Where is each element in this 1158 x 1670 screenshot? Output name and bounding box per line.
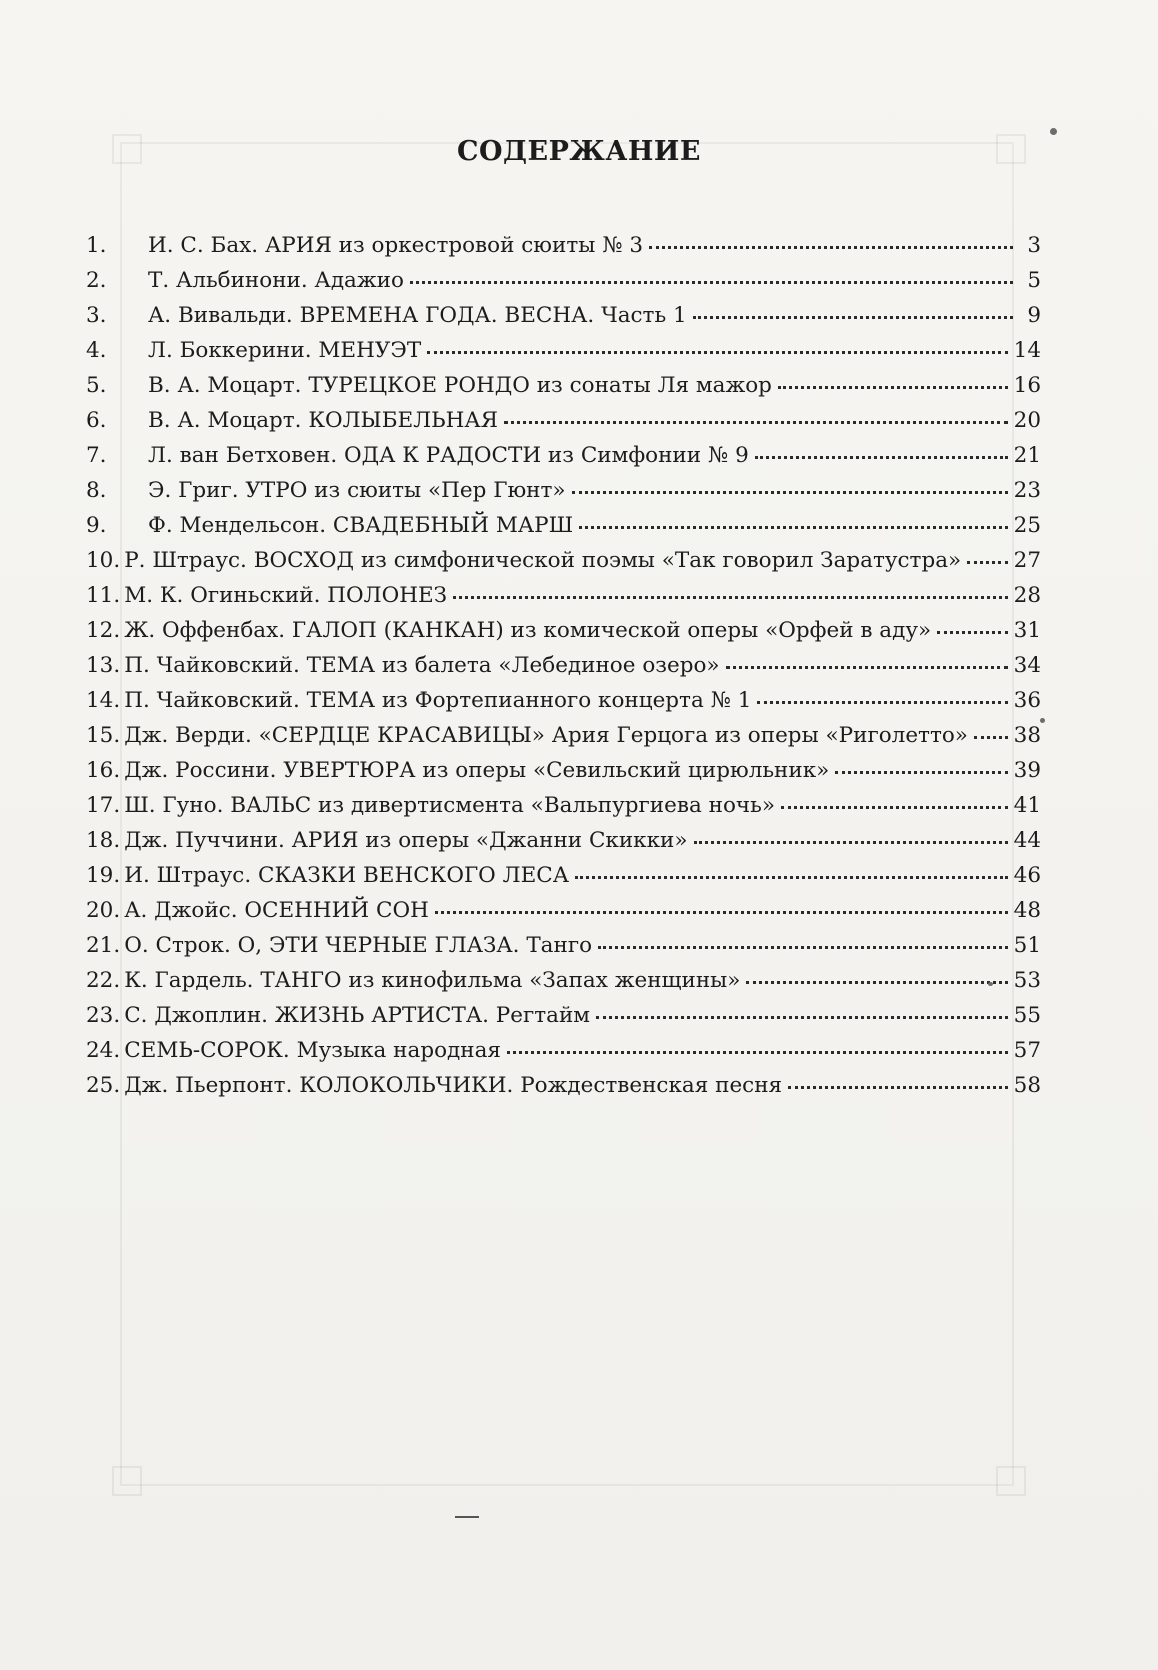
- toc-item: [86, 858, 1041, 893]
- toc-item-title: А. Джойс. ОСЕННИЙ СОН: [124, 898, 429, 923]
- toc-item-title: О. Строк. О, ЭТИ ЧЕРНЫЕ ГЛАЗА. Танго: [124, 933, 593, 958]
- dot-leader: [427, 350, 1007, 354]
- toc-item: [86, 893, 1041, 928]
- toc-item-number: 13.: [86, 653, 121, 678]
- dot-leader: [788, 1085, 1008, 1089]
- toc-item-number: 12.: [86, 618, 121, 643]
- dot-leader: [693, 315, 1013, 319]
- toc-item-page: 46: [1013, 863, 1041, 888]
- toc-item-title: В. А. Моцарт. КОЛЫБЕЛЬНАЯ: [148, 408, 499, 433]
- show-through-corner: [996, 1466, 1026, 1496]
- toc-item-page: 27: [1013, 548, 1041, 573]
- toc-item: [86, 438, 1041, 473]
- toc-item-number: 18.: [86, 828, 121, 853]
- dot-leader: [410, 280, 1013, 284]
- toc-item-page: 39: [1013, 758, 1041, 783]
- toc-item-title: Т. Альбинони. Адажио: [148, 268, 404, 293]
- toc-item-number: 20.: [86, 898, 121, 923]
- toc-item-title: Дж. Пуччини. АРИЯ из оперы «Джанни Скикки»: [124, 828, 688, 853]
- toc-item-page: 23: [1013, 478, 1041, 503]
- show-through-corner: [112, 1466, 142, 1496]
- toc-item: [86, 998, 1041, 1033]
- toc-item-title: Р. Штраус. ВОСХОД из симфонической поэмы «Так говорил Заратустра»: [124, 548, 962, 573]
- toc-item-number: 19.: [86, 863, 121, 888]
- paper-speck: [1050, 128, 1057, 135]
- toc-item-page: 41: [1013, 793, 1041, 818]
- toc-item: [86, 963, 1041, 998]
- toc-item: [86, 1068, 1041, 1103]
- dot-leader: [572, 490, 1008, 494]
- paper-speck: [988, 982, 993, 986]
- dot-leader: [507, 1050, 1008, 1054]
- toc-item-title: И. Штраус. СКАЗКИ ВЕНСКОГО ЛЕСА: [124, 863, 570, 888]
- toc-item-title: А. Вивальди. ВРЕМЕНА ГОДА. ВЕСНА. Часть 1: [148, 303, 687, 328]
- toc-item-title: И. С. Бах. АРИЯ из оркестровой сюиты № 3: [148, 233, 644, 258]
- dot-leader: [579, 525, 1007, 529]
- toc-item: [86, 508, 1041, 543]
- toc-item: [86, 788, 1041, 823]
- toc-item-page: 9: [1027, 303, 1041, 328]
- toc-item-page: 16: [1013, 373, 1041, 398]
- toc-item: [86, 928, 1041, 963]
- toc-item-number: 9.: [86, 513, 107, 538]
- toc-item-title: Ж. Оффенбах. ГАЛОП (КАНКАН) из комической оперы «Орфей в аду»: [124, 618, 932, 643]
- toc-item-page: 55: [1013, 1003, 1041, 1028]
- dot-leader: [435, 910, 1008, 914]
- toc-item-title: М. К. Огиньский. ПОЛОНЕЗ: [124, 583, 448, 608]
- toc-item-title: Л. ван Бетховен. ОДА К РАДОСТИ из Симфонии № 9: [148, 443, 749, 468]
- toc-item: [86, 753, 1041, 788]
- toc-item-number: 10.: [86, 548, 121, 573]
- toc-item-number: 11.: [86, 583, 121, 608]
- toc-item-page: 3: [1027, 233, 1041, 258]
- toc-item-page: 57: [1013, 1038, 1041, 1063]
- toc-item-title: Дж. Пьерпонт. КОЛОКОЛЬЧИКИ. Рождественская песня: [124, 1073, 783, 1098]
- toc-item-page: 44: [1013, 828, 1041, 853]
- dot-leader: [974, 735, 1008, 739]
- toc-item-page: 14: [1013, 338, 1041, 363]
- toc-item: [86, 578, 1041, 613]
- toc-item-number: 17.: [86, 793, 121, 818]
- toc-item-title: В. А. Моцарт. ТУРЕЦКОЕ РОНДО из сонаты Ля мажор: [148, 373, 772, 398]
- toc-item: [86, 683, 1041, 718]
- toc-item-title: Дж. Россини. УВЕРТЮРА из оперы «Севильский цирюльник»: [124, 758, 830, 783]
- toc-item-number: 7.: [86, 443, 107, 468]
- toc-item-number: 4.: [86, 338, 107, 363]
- dot-leader: [726, 665, 1008, 669]
- toc-item: [86, 263, 1041, 298]
- toc-item-page: 20: [1013, 408, 1041, 433]
- toc-item-title: Ш. Гуно. ВАЛЬС из дивертисмента «Вальпургиева ночь»: [124, 793, 775, 818]
- toc-item-page: 34: [1013, 653, 1041, 678]
- toc-item: [86, 1033, 1041, 1068]
- toc-item-number: 8.: [86, 478, 107, 503]
- toc-item-page: 25: [1013, 513, 1041, 538]
- toc-item-title: П. Чайковский. ТЕМА из балета «Лебединое озеро»: [124, 653, 720, 678]
- dot-leader: [453, 595, 1008, 599]
- toc-item-title: К. Гардель. ТАНГО из кинофильма «Запах женщины»: [124, 968, 741, 993]
- toc-item-page: 5: [1027, 268, 1041, 293]
- toc-item-number: 5.: [86, 373, 107, 398]
- dot-leader: [757, 700, 1007, 704]
- toc-item-title: Л. Боккерини. МЕНУЭТ: [148, 338, 422, 363]
- toc-item-title: Э. Григ. УТРО из сюиты «Пер Гюнт»: [148, 478, 566, 503]
- dot-leader: [596, 1015, 1008, 1019]
- toc-item-number: 2.: [86, 268, 107, 293]
- toc-item-page: 53: [1013, 968, 1041, 993]
- toc-item-number: 3.: [86, 303, 107, 328]
- dot-leader: [835, 770, 1007, 774]
- toc-item-number: 6.: [86, 408, 107, 433]
- toc-item: [86, 613, 1041, 648]
- toc-item-page: 51: [1013, 933, 1041, 958]
- toc-item-number: 14.: [86, 688, 121, 713]
- dot-leader: [755, 455, 1008, 459]
- toc-item: [86, 368, 1041, 403]
- dot-leader: [746, 980, 1007, 984]
- toc-item-title: С. Джоплин. ЖИЗНЬ АРТИСТА. Регтайм: [124, 1003, 591, 1028]
- toc-item-title: Дж. Верди. «СЕРДЦЕ КРАСАВИЦЫ» Ария Герцога из оперы «Риголетто»: [124, 723, 968, 748]
- toc-item-number: 25.: [86, 1073, 121, 1098]
- footer-dash: [455, 1516, 479, 1518]
- dot-leader: [967, 560, 1007, 564]
- toc-item-number: 24.: [86, 1038, 121, 1063]
- dot-leader: [937, 630, 1007, 634]
- toc-item-page: 31: [1013, 618, 1041, 643]
- dot-leader: [778, 385, 1008, 389]
- toc-item-title: Ф. Мендельсон. СВАДЕБНЫЙ МАРШ: [148, 513, 574, 538]
- toc-item-page: 48: [1013, 898, 1041, 923]
- toc-item: [86, 473, 1041, 508]
- toc-item: [86, 298, 1041, 333]
- toc-item: [86, 543, 1041, 578]
- toc-item-number: 1.: [86, 233, 107, 258]
- toc-item: [86, 718, 1041, 753]
- dot-leader: [504, 420, 1008, 424]
- toc-item-number: 21.: [86, 933, 121, 958]
- toc-item-page: 38: [1013, 723, 1041, 748]
- toc-item-number: 16.: [86, 758, 121, 783]
- table-of-contents: [86, 228, 1041, 1103]
- dot-leader: [781, 805, 1008, 809]
- toc-item: [86, 648, 1041, 683]
- toc-item: [86, 333, 1041, 368]
- dot-leader: [694, 840, 1008, 844]
- toc-item-page: 58: [1013, 1073, 1041, 1098]
- dot-leader: [575, 875, 1008, 879]
- toc-item-number: 23.: [86, 1003, 121, 1028]
- toc-item-page: 28: [1013, 583, 1041, 608]
- dot-leader: [649, 245, 1013, 249]
- page-title: СОДЕРЖАНИЕ: [457, 136, 701, 167]
- dot-leader: [598, 945, 1008, 949]
- toc-item-title: СЕМЬ-СОРОК. Музыка народная: [124, 1038, 501, 1063]
- toc-item: [86, 823, 1041, 858]
- toc-item: [86, 228, 1041, 263]
- toc-item: [86, 403, 1041, 438]
- toc-item-page: 21: [1013, 443, 1041, 468]
- toc-item-title: П. Чайковский. ТЕМА из Фортепианного концерта № 1: [124, 688, 752, 713]
- toc-item-page: 36: [1013, 688, 1041, 713]
- toc-item-number: 22.: [86, 968, 121, 993]
- paper-speck: [1040, 718, 1045, 723]
- toc-item-number: 15.: [86, 723, 121, 748]
